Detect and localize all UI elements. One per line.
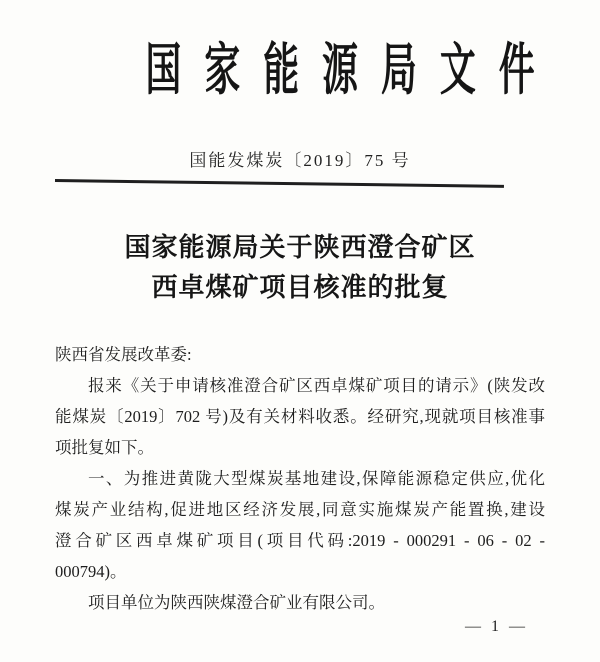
body-line: 澄合矿区西卓煤矿项目(项目代码:2019 - 000291 - 06 - 02 -	[55, 531, 545, 550]
body-line: 项目单位为陕西陕煤澄合矿业有限公司。	[88, 593, 385, 612]
body-line: 000794)。	[55, 562, 127, 581]
body-line: 一、为推进黄陇大型煤炭基地建设,保障能源稳定供应,优化	[88, 469, 545, 488]
page-number: — 1 —	[465, 618, 528, 635]
document-body	[55, 339, 545, 618]
agency-masthead-text: 国家能源局文件	[145, 40, 558, 102]
body-line: 煤炭产业结构,促进地区经济发展,同意实施煤炭产能置换,建设	[55, 500, 545, 519]
body-line: 报来《关于申请核准澄合矿区西卓煤矿项目的请示》(陕发改	[88, 376, 545, 395]
salutation: 陕西省发展改革委:	[55, 345, 192, 364]
header-divider	[55, 179, 504, 187]
document-title	[0, 228, 600, 308]
agency-masthead	[0, 26, 600, 106]
document-number: 国能发煤炭〔2019〕75 号	[189, 151, 411, 170]
body-line: 项批复如下。	[55, 438, 154, 457]
document-title-line2: 西卓煤矿项目核准的批复	[151, 273, 449, 302]
body-line: 能煤炭〔2019〕702 号)及有关材料收悉。经研究,现就项目核准事	[55, 407, 545, 426]
document-title-line1: 国家能源局关于陕西澄合矿区	[124, 233, 476, 262]
